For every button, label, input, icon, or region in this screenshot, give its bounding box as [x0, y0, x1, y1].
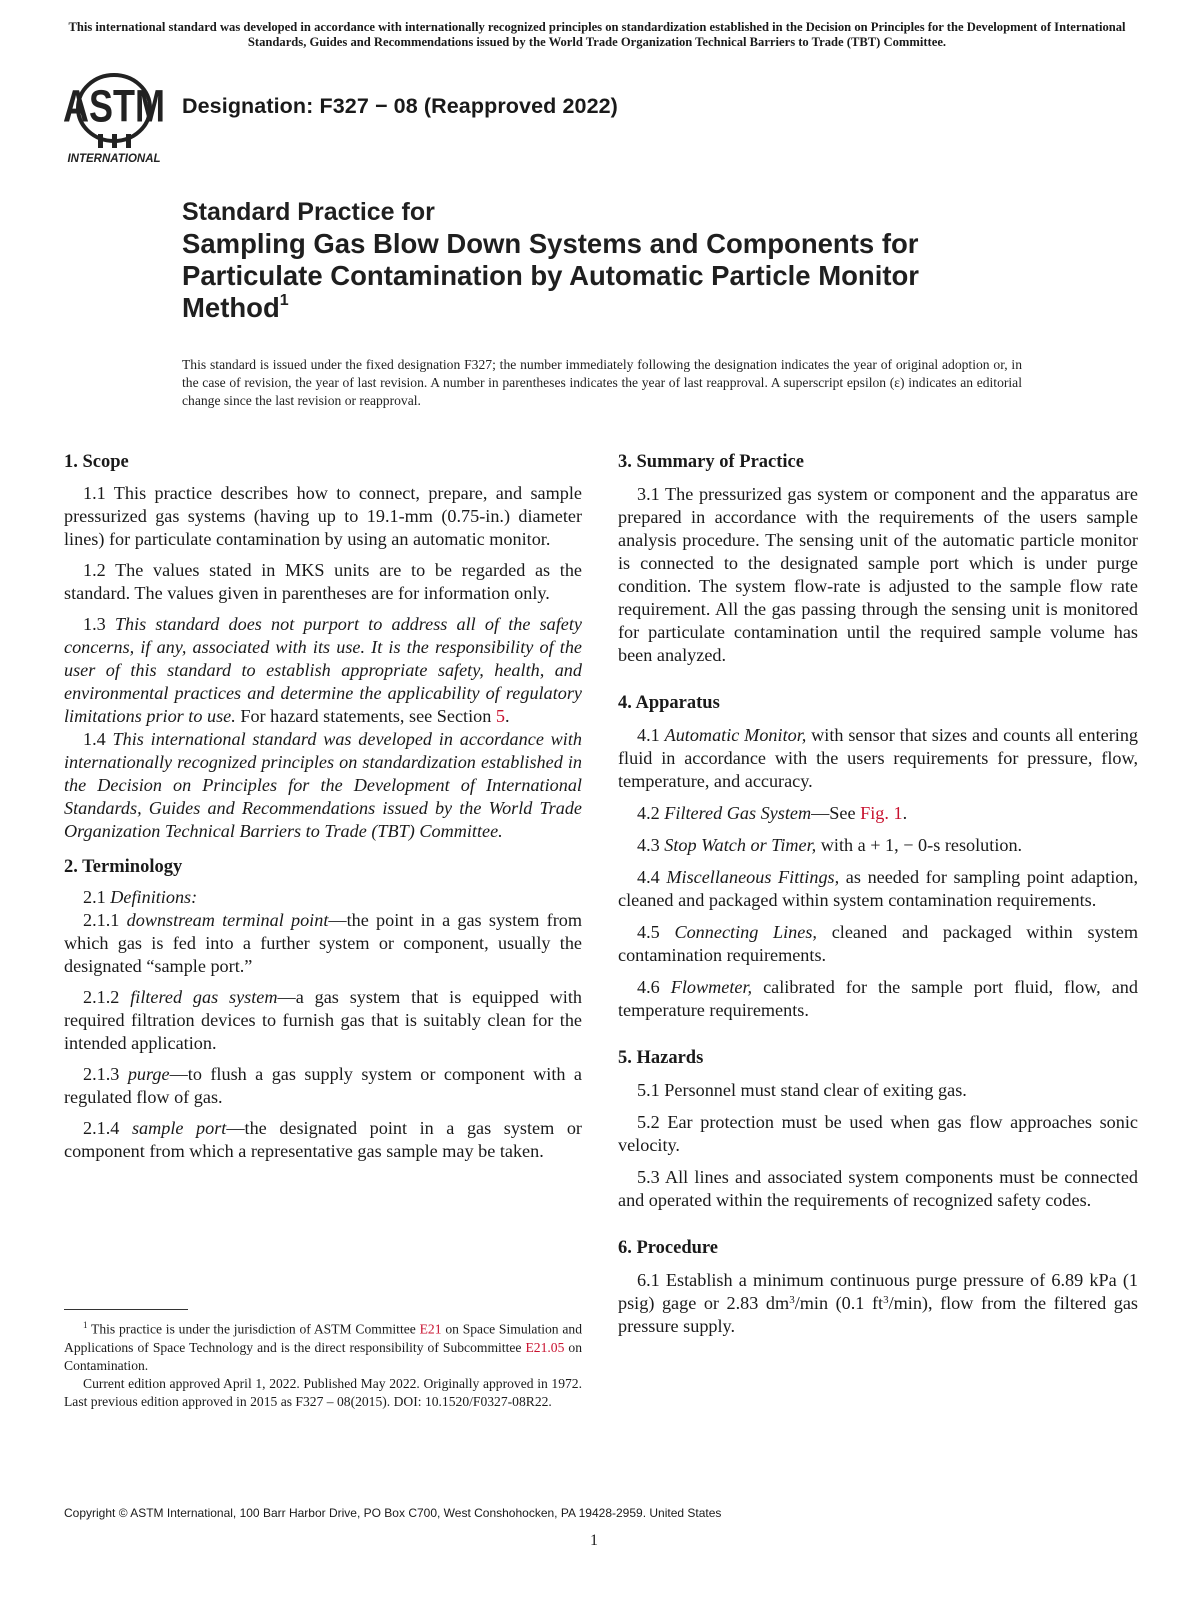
para-6-1-sup-2: 3 — [883, 1294, 889, 1306]
para-2-1 — [64, 886, 582, 909]
para-4-2-end: . — [902, 803, 908, 823]
committee-e21-link[interactable]: E21 — [419, 1321, 442, 1337]
title-line-3 — [182, 292, 1082, 324]
para-4-6-number: 4.6 — [637, 977, 660, 997]
footnote-divider — [64, 1309, 188, 1310]
para-4-5-number: 4.5 — [637, 922, 660, 942]
para-2-1-1-definition: —the point in a gas system from which gas is fed into a further system or component, usually the designated “sample port.” — [64, 910, 583, 976]
para-2-1-term: Definitions: — [110, 887, 198, 907]
para-2-1-3-term: purge — [127, 1064, 170, 1084]
document-title — [182, 196, 1082, 324]
page-number: 1 — [590, 1532, 598, 1549]
svg-text:ASTM: ASTM — [64, 80, 165, 132]
wto-notice: This international standard was developed in accordance with internationally recognized principles on standardization established in the Decision on Principles for the Development of International Standards, Guides and Recommendations issued by the World Trade Organization Technical Barriers to Trade (TBT) Committee. — [68, 20, 1126, 49]
section-5-link[interactable]: 5 — [495, 706, 505, 726]
para-4-3 — [618, 834, 1138, 857]
footnotes — [64, 1316, 582, 1411]
footnote-1-text-b: on Space Simulation and Applications of Space Technology and is the direct responsibility of Subcommittee — [64, 1321, 583, 1355]
footnote-1-text-c: on Contamination. — [64, 1339, 583, 1373]
para-4-3-term: Stop Watch or Timer, — [664, 835, 817, 855]
footnote-2: Current edition approved April 1, 2022. Published May 2022. Originally approved in 1972. Last previous edition approved in 2015 as F327 – 08(2015). DOI: 10.1520/F0327-08R22. — [64, 1375, 582, 1409]
para-1-2: 1.2 The values stated in MKS units are to be regarded as the standard. The values given in parentheses are for information only. — [64, 560, 582, 603]
para-2-1-1-number: 2.1.1 — [83, 910, 120, 930]
para-4-1-definition: with sensor that sizes and counts all entering fluid in accordance with the users requirements for pressure, flow, temperature, and accuracy. — [618, 725, 1139, 791]
section-heading-procedure: 6. Procedure — [618, 1238, 719, 1258]
astm-logo — [64, 68, 168, 166]
para-2-1-3-definition: —to flush a gas supply system or component with a regulated flow of gas. — [64, 1064, 582, 1107]
para-2-1-4-number: 2.1.4 — [83, 1118, 120, 1138]
para-4-6-definition: calibrated for the sample port fluid, flow, and temperature requirements. — [618, 977, 1138, 1020]
para-5-2: 5.2 Ear protection must be used when gas flow approaches sonic velocity. — [618, 1112, 1138, 1155]
para-6-1-text-b: /min (0.1 ft — [794, 1293, 884, 1313]
para-6-1-text-a: 6.1 Establish a minimum continuous purge pressure of 6.89 kPa (1 psig) gage or 2.83 dm — [618, 1270, 1138, 1313]
section-heading-apparatus: 4. Apparatus — [618, 693, 720, 713]
para-1-3-number: 1.3 — [83, 614, 106, 634]
para-1-3: 1.3 This standard does not purport to address all of the safety concerns, if any, associated with its use. It is the responsibility of the user of this standard to establish appropriate safety, health, and environmental practices and determine the applicability of regulatory limitations prior to use. For hazard statements, see Section 5. — [64, 614, 582, 726]
para-4-4 — [618, 866, 1138, 912]
footnote-1-mark: 1 — [83, 1320, 88, 1330]
section-heading-summary: 3. Summary of Practice — [618, 452, 804, 472]
logo-subtitle: INTERNATIONAL — [67, 153, 161, 165]
para-1-3-tail: For hazard statements, see Section — [240, 706, 492, 726]
para-2-1-4 — [64, 1117, 582, 1163]
para-4-5-definition: cleaned and packaged within system contamination requirements. — [618, 922, 1139, 965]
para-5-3: 5.3 All lines and associated system components must be connected and operated within the requirements of recognized safety codes. — [618, 1167, 1138, 1210]
para-6-1 — [618, 1269, 1138, 1338]
para-4-6 — [618, 976, 1138, 1022]
para-2-1-2-definition: —a gas system that is equipped with required filtration devices to furnish gas that is suitably clean for the intended application. — [64, 987, 582, 1053]
para-4-4-number: 4.4 — [637, 867, 660, 887]
section-heading-terminology: 2. Terminology — [64, 857, 183, 877]
para-5-1: 5.1 Personnel must stand clear of exiting gas. — [637, 1080, 967, 1100]
para-2-1-2-term: filtered gas system — [130, 987, 278, 1007]
para-4-4-definition: as needed for sampling point adaption, cleaned and packaged within system contamination requirements. — [618, 867, 1138, 910]
astm-logo-icon — [64, 68, 168, 166]
title-footnote-mark[interactable]: 1 — [279, 292, 289, 309]
para-1-1: 1.1 This practice describes how to connect, prepare, and sample pressurized gas systems (having up to 19.1-mm (0.75-in.) diameter lines) for particulate contamination by using an automatic monitor. — [64, 483, 582, 549]
para-4-1-number: 4.1 — [637, 725, 660, 745]
section-heading-scope: 1. Scope — [64, 452, 129, 472]
para-6-1-text-c: /min), flow from the filtered gas pressure supply. — [618, 1293, 1138, 1336]
para-4-3-definition: with a + 1, − 0-s resolution. — [820, 835, 1023, 855]
para-1-4 — [64, 728, 582, 843]
para-4-6-term: Flowmeter, — [670, 977, 753, 997]
para-2-1-3-number: 2.1.3 — [83, 1064, 120, 1084]
title-pre: Standard Practice for — [182, 198, 435, 226]
para-4-4-term: Miscellaneous Fittings, — [666, 867, 840, 887]
footnote-1 — [64, 1316, 582, 1375]
title-line-2: Particulate Contamination by Automatic Particle Monitor — [182, 260, 919, 291]
right-column — [618, 450, 1138, 1338]
para-6-1-sup-1: 3 — [789, 1294, 795, 1306]
title-line-3-text: Method — [182, 292, 280, 323]
para-2-1-2 — [64, 986, 582, 1055]
subcommittee-e21-05-link[interactable]: E21.05 — [525, 1339, 565, 1355]
para-4-2 — [618, 802, 1138, 825]
para-2-1-1-term: downstream terminal point — [126, 910, 329, 930]
para-2-1-3 — [64, 1063, 582, 1109]
fig-1-link[interactable]: Fig. 1 — [860, 803, 903, 823]
para-3-1: 3.1 The pressurized gas system or component and the apparatus are prepared in accordance with the requirements of the users sample analysis procedure. The sensing unit of the automatic particle monitor is connected to the designated sample port which is under purge condition. The system flow-rate is adjusted to the sample flow rate requirement. All the gas passing through the sensing unit is monitored for particulate contamination until the required sample volume has been analyzed. — [618, 484, 1138, 665]
para-2-1-1 — [64, 909, 582, 978]
para-4-1-term: Automatic Monitor, — [664, 725, 807, 745]
para-2-1-2-number: 2.1.2 — [83, 987, 120, 1007]
para-4-5-term: Connecting Lines, — [674, 922, 817, 942]
para-1-4-number: 1.4 — [83, 729, 106, 749]
para-4-2-term: Filtered Gas System — [664, 803, 812, 823]
para-1-4-italic: This international standard was developed in accordance with internationally recognized principles on standardization established in the Decision on Principles for the Development of International Standards, Guides and Recommendations issued by the World Trade Organization Technical Barriers to Trade (TBT) Committee. — [64, 729, 583, 841]
para-4-1 — [618, 724, 1138, 793]
designation: Designation: F327 − 08 (Reapproved 2022) — [182, 94, 618, 118]
section-heading-hazards: 5. Hazards — [618, 1048, 704, 1068]
para-2-1-4-definition: —the designated point in a gas system or component from which a representative gas sample may be taken. — [64, 1118, 582, 1161]
para-2-1-4-term: sample port — [131, 1118, 227, 1138]
title-line-1: Sampling Gas Blow Down Systems and Components for — [182, 228, 919, 259]
left-column — [64, 450, 582, 1163]
para-4-3-number: 4.3 — [637, 835, 660, 855]
footnote-1-text-a: This practice is under the jurisdiction of ASTM Committee — [91, 1321, 416, 1337]
para-4-2-definition: —See — [811, 803, 856, 823]
para-2-1-number: 2.1 — [83, 887, 106, 907]
issue-note: This standard is issued under the fixed designation F327; the number immediately following the designation indicates the year of original adoption or, in the case of revision, the year of last revision. A number in parentheses indicates the year of last reapproval. A superscript epsilon (ε) indicates an editorial change since the last revision or reapproval. — [182, 357, 1022, 408]
para-1-3-italic: This standard does not purport to address all of the safety concerns, if any, associated with its use. It is the responsibility of the user of this standard to establish appropriate safety, health, and environmental practices and determine the applicability of regulatory limitations prior to use. — [64, 614, 582, 726]
copyright-footer: Copyright © ASTM International, 100 Barr Harbor Drive, PO Box C700, West Conshohocken, PA 19428-2959. United States — [64, 1506, 722, 1520]
para-4-2-number: 4.2 — [637, 803, 660, 823]
para-4-5 — [618, 921, 1138, 967]
